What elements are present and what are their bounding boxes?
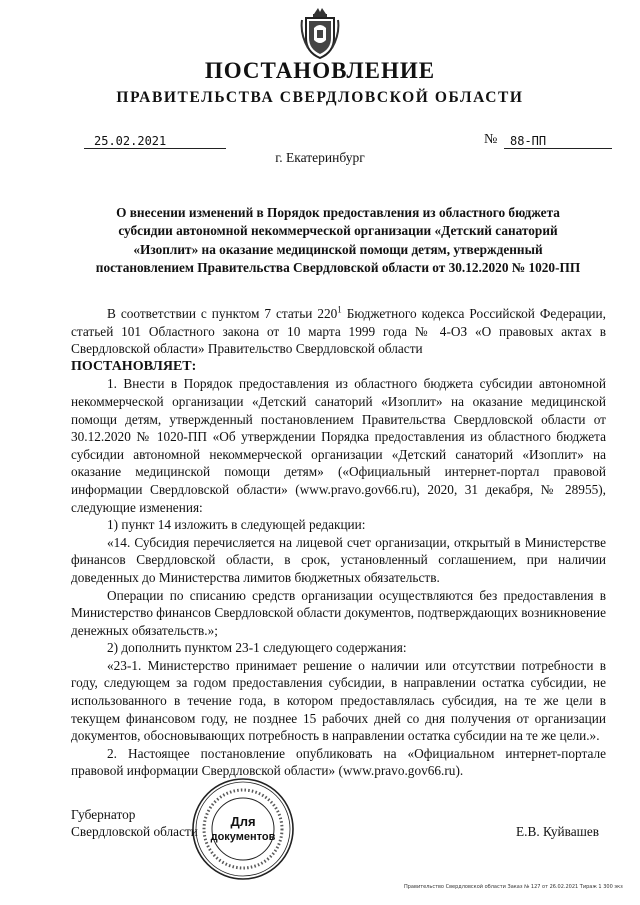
document-title: ПОСТАНОВЛЕНИЕ: [204, 58, 436, 83]
paragraph-2: 2. Настоящее постановление опубликовать на «Официальном интернет-портале правовой информации Свердловской области» (www.pravo.gov66.ru).: [71, 745, 606, 779]
decree-word: ПОСТАНОВЛЯЕТ:: [71, 358, 197, 374]
clause-14-continued: Операции по списанию средств организации осуществляются без предоставления в Министерство финансов Свердловской области документов, подтверждающих возникновение денежных обязательств.»;: [71, 587, 606, 638]
clause-23-1: «23-1. Министерство принимает решение о наличии или отсутствии потребности в году, следующем за годом предоставления субсидии, в направлении остатка субсидии, не использованного в течение года, в котором предоставлялась субсидия, на те же цели в текущем финансовом году, не позднее 15 рабочих дней со дня получения от организации документов, обосновывающих потребность в направлении остатка субсидии на те же цели.».: [71, 657, 606, 744]
signatory-position: Губернатор Свердловской области: [71, 807, 198, 839]
heading-line: «Изоплит» на оказание медицинской помощи детям, утвержденный: [133, 241, 543, 257]
document-date: 25.02.2021: [84, 134, 226, 149]
svg-text:Для: Для: [230, 814, 256, 829]
print-footer: Правительство Свердловской области Заказ № 127 от 26.02.2021 Тираж 1 300 экз: [404, 884, 623, 890]
paragraph-1: 1. Внести в Порядок предоставления из областного бюджета субсидии автономной некоммерческой организации «Детский санаторий «Изоплит» на оказание медицинской помощи детям, утвержденный постановлением Правительства Свердловской области от 30.12.2020 № 1020-ПП «Об утверждении Порядка предоставления из областного бюджета субсидии автономной некоммерческой организации «Детский санаторий «Изоплит» на оказание медицинской помощи детям» («Официальный интернет-портал правовой информации Свердловской области» (www.pravo.gov66.ru), 2020, 31 декабря, № 28955), следующие изменения:: [71, 376, 606, 515]
signatory-name: Е.В. Куйвашев: [516, 824, 600, 839]
coat-of-arms-emblem: [300, 4, 340, 60]
subparagraph-1-1: 1) пункт 14 изложить в следующей редакции:: [107, 517, 366, 533]
document-number: 88-ПП: [504, 134, 612, 149]
heading-line: постановлением Правительства Свердловской области от 30.12.2020 № 1020-ПП: [95, 259, 581, 275]
heading-line: О внесении изменений в Порядок предоставления из областного бюджета: [116, 205, 560, 220]
document-heading: [70, 204, 606, 277]
document-body: [71, 305, 606, 780]
intro-paragraph: В соответствии с пунктом 7 статьи $220^1$ Бюджетного кодекса Российской Федерации, статьей 101 Областного закона от 10 марта 1999 года № 4-ОЗ «О правовых актах в Свердловской области» Правительство Свердловской области: [71, 304, 606, 357]
round-seal-stamp: [190, 776, 296, 882]
document-city: г. Екатеринбург: [275, 150, 365, 165]
heading-line: субсидии автономной некоммерческой организации «Детский санаторий: [118, 223, 558, 239]
subparagraph-1-2: 2) дополнить пунктом 23-1 следующего содержания:: [107, 640, 407, 656]
clause-14: «14. Субсидия перечисляется на лицевой счет организации, открытый в Министерстве финансов Свердловской области, в срок, установленный соглашением, при наличии доведенных до Министерства лимитов бюджетных обязательств.: [71, 534, 606, 585]
document-subtitle: ПРАВИТЕЛЬСТВА СВЕРДЛОВСКОЙ ОБЛАСТИ: [116, 89, 524, 106]
svg-text:документов: документов: [210, 831, 276, 843]
number-label: №: [484, 132, 498, 147]
